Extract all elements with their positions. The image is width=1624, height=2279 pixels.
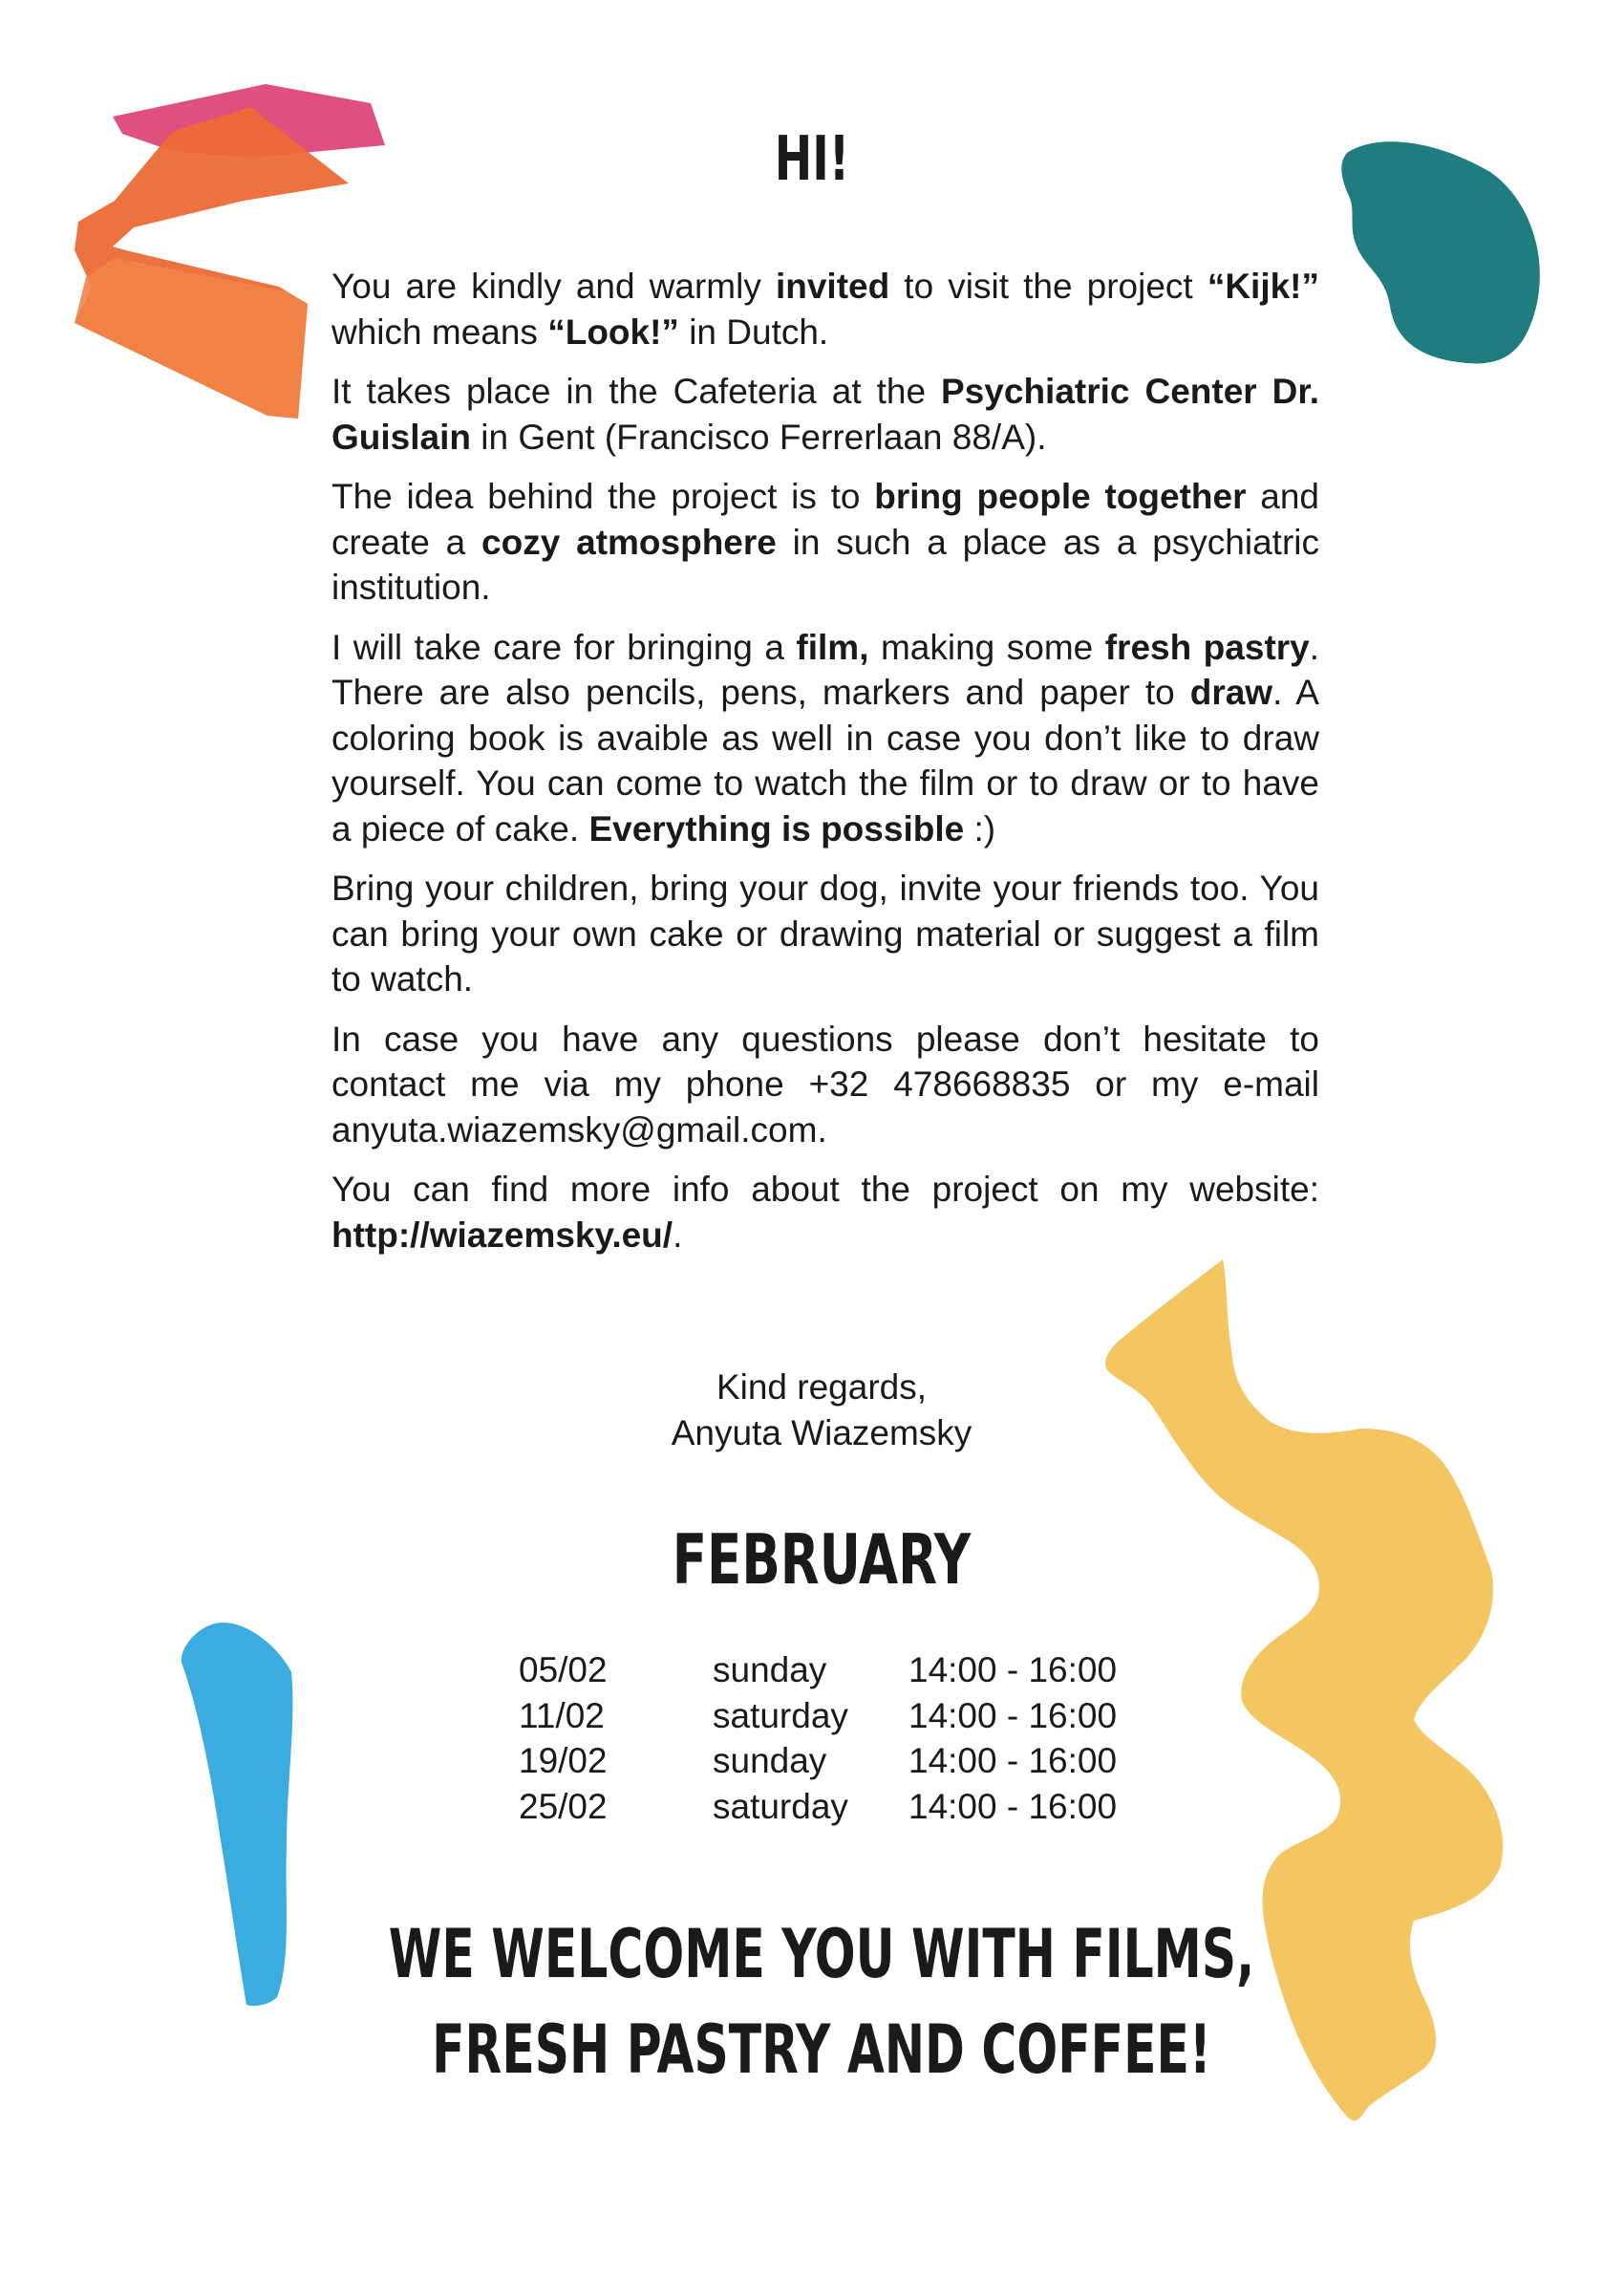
paragraph-bring: Bring your children, bring your dog, invite your friends too. You can bring your own cake or drawing material or suggest a film to watch. xyxy=(331,869,1319,999)
text-span: It takes place in the Cafeteria at the xyxy=(331,372,942,411)
schedule-time: 14:00 - 16:00 xyxy=(908,1695,1118,1735)
schedule-date: 11/02 xyxy=(519,1695,605,1735)
paragraph-contact: In case you have any questions please don’t hesitate to contact me via my phone +32 478668835 or my e-mail anyuta.wiazemsky@gmail.com. xyxy=(331,1019,1319,1150)
bold-film: film, xyxy=(796,627,869,667)
bold-pastry: fresh pastry xyxy=(1104,627,1310,667)
bold-kijk: “Kijk!” xyxy=(1207,267,1319,306)
schedule-row xyxy=(519,1693,1157,1739)
bold-draw: draw xyxy=(1189,673,1273,712)
welcome-banner xyxy=(164,1906,1479,2097)
schedule-row xyxy=(519,1647,1157,1693)
bold-center-name: Psychiatric Center Dr. Guislain xyxy=(331,372,1320,457)
schedule-day: sunday xyxy=(713,1741,827,1780)
schedule-day: sunday xyxy=(713,1650,827,1689)
month-heading: FEBRUARY xyxy=(672,1519,972,1600)
bold-together: bring people together xyxy=(874,477,1247,516)
schedule-date: 19/02 xyxy=(519,1741,608,1780)
text-span: to visit the project xyxy=(889,267,1207,306)
schedule-time: 14:00 - 16:00 xyxy=(908,1786,1118,1826)
text-span: . A coloring book is avaible as well in case you don’t like to draw yourself. You can come to watch the film or to draw or to have a piece of cake. xyxy=(331,673,1319,849)
paragraph-location xyxy=(331,369,1319,460)
schedule-date: 05/02 xyxy=(519,1650,608,1689)
schedule-day: saturday xyxy=(713,1786,848,1826)
text-span: . xyxy=(673,1215,683,1255)
schedule-table xyxy=(519,1647,1157,1829)
text-span: in Gent (Francisco Ferrerlaan 88/A). xyxy=(470,417,1047,457)
website-link[interactable]: http://wiazemsky.eu/ xyxy=(331,1215,673,1255)
schedule-row xyxy=(519,1738,1157,1784)
text-span: :) xyxy=(964,808,996,849)
text-span: The idea behind the project is to xyxy=(331,477,875,516)
schedule-time: 14:00 - 16:00 xyxy=(908,1650,1118,1689)
signoff xyxy=(0,1365,1624,1456)
text-span: which means xyxy=(331,312,548,352)
paragraph-idea xyxy=(331,474,1319,611)
text-span: You are kindly and warmly xyxy=(331,267,776,306)
paragraph-invitation xyxy=(331,264,1319,355)
signoff-greeting: Kind regards, xyxy=(716,1367,928,1407)
paragraph-activities xyxy=(331,625,1319,852)
page-heading: HI! xyxy=(774,124,850,195)
text-span: in such a place as a psychiatric institution. xyxy=(331,522,1319,607)
text-span: You can find more info about the project on my website: xyxy=(331,1170,1319,1209)
letter-body xyxy=(331,264,1319,1272)
text-span: I will take care for bringing a xyxy=(331,627,797,667)
paragraph-website xyxy=(331,1167,1319,1258)
schedule-date: 25/02 xyxy=(519,1786,608,1826)
text-span: . There are also pencils, pens, markers and paper to xyxy=(331,627,1320,712)
schedule-row xyxy=(519,1784,1157,1830)
text-span: and create a xyxy=(331,477,1320,562)
welcome-line-2: FRESH PASTRY AND COFFEE! xyxy=(432,2010,1211,2089)
orange-light-paper-shape xyxy=(75,258,308,419)
schedule-time: 14:00 - 16:00 xyxy=(908,1741,1118,1780)
schedule-day: saturday xyxy=(713,1695,848,1735)
bold-everything: Everything is possible xyxy=(588,808,965,849)
bold-cozy: cozy atmosphere xyxy=(481,522,777,562)
bold-invited: invited xyxy=(775,267,890,306)
text-span: making some xyxy=(868,627,1105,667)
bold-look: “Look!” xyxy=(547,312,679,352)
text-span: in Dutch. xyxy=(678,312,829,352)
welcome-line-1: WE WELCOME YOU WITH FILMS, xyxy=(388,1915,1255,1993)
signoff-name: Anyuta Wiazemsky xyxy=(671,1413,972,1452)
